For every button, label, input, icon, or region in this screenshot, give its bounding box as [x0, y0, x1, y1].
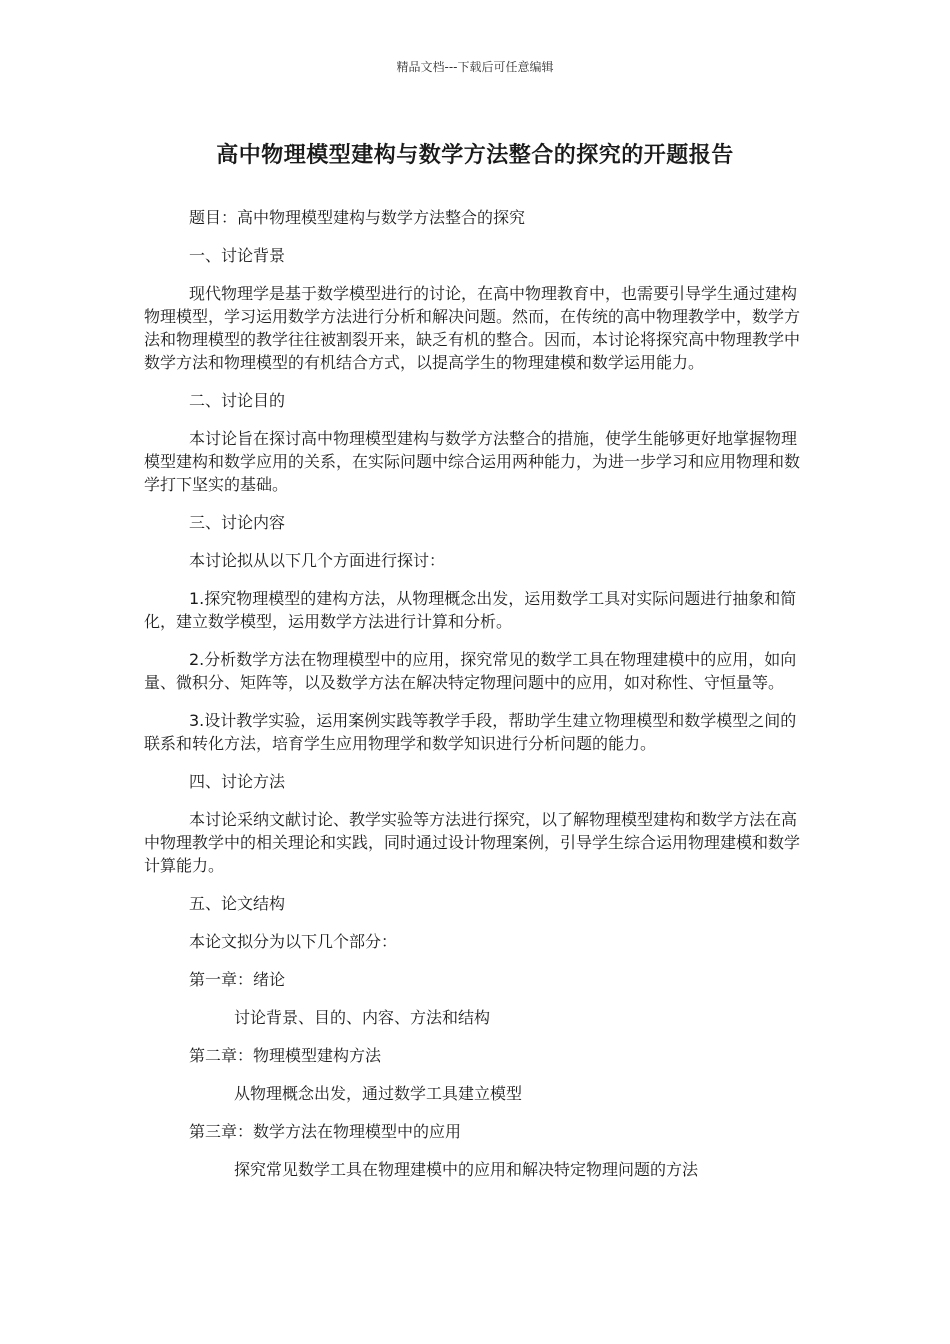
content-intro: 本讨论拟从以下几个方面进行探讨： — [189, 551, 446, 570]
background-paragraph: 现代物理学是基于数学模型进行的讨论，在高中物理教育中，也需要引导学生通过建构物理模型，学习运用数学方法进行分析和解决问题。然而，在传统的高中物理教学中，数学方法和物理模型的教学往往被割裂开来，缺乏有机的整合。因而，本讨论将探究高中物理教学中数学方法和物理模型的有机结合方式，以提高学生的物理建模和数学运用能力。 — [144, 284, 801, 372]
section-heading-structure: 五、论文结构 — [189, 894, 286, 913]
content-item: 1.探究物理模型的建构方法，从物理概念出发，运用数学工具对实际问题进行抽象和简化，建立数学模型，运用数学方法进行计算和分析。 — [144, 589, 797, 631]
chapter-title: 第一章：绪论 — [189, 970, 286, 989]
method-paragraph: 本讨论采纳文献讨论、教学实验等方法进行探究，以了解物理模型建构和数学方法在高中物理教学中的相关理论和实践，同时通过设计物理案例，引导学生综合运用物理建模和数学计算能力。 — [144, 810, 801, 875]
purpose-paragraph: 本讨论旨在探讨高中物理模型建构与数学方法整合的措施，使学生能够更好地掌握物理模型建构和数学应用的关系，在实际问题中综合运用两种能力，为进一步学习和应用物理和数学打下坚实的基础。 — [144, 429, 801, 494]
section-heading-background: 一、讨论背景 — [189, 246, 286, 265]
document-title: 高中物理模型建构与数学方法整合的探究的开题报告 — [216, 143, 734, 168]
topic-line: 题目：高中物理模型建构与数学方法整合的探究 — [189, 208, 526, 227]
page-header: 精品文档---下载后可任意编辑 — [396, 60, 554, 74]
section-heading-purpose: 二、讨论目的 — [189, 391, 286, 410]
chapter-desc: 讨论背景、目的、内容、方法和结构 — [234, 1008, 491, 1027]
content-item: 3.设计教学实验，运用案例实践等教学手段，帮助学生建立物理模型和数学模型之间的联系和转化方法，培育学生应用物理学和数学知识进行分析问题的能力。 — [144, 711, 797, 753]
chapter-desc: 从物理概念出发，通过数学工具建立模型 — [234, 1084, 523, 1103]
structure-intro: 本论文拟分为以下几个部分： — [189, 932, 398, 951]
chapter-title: 第三章：数学方法在物理模型中的应用 — [189, 1122, 462, 1141]
chapter-desc: 探究常见数学工具在物理建模中的应用和解决特定物理问题的方法 — [234, 1160, 699, 1179]
section-heading-content: 三、讨论内容 — [189, 513, 286, 532]
chapter-title: 第二章：物理模型建构方法 — [189, 1046, 382, 1065]
document-body — [144, 206, 812, 1196]
content-item: 2.分析数学方法在物理模型中的应用，探究常见的数学工具在物理建模中的应用，如向量、微积分、矩阵等，以及数学方法在解决特定物理问题中的应用，如对称性、守恒量等。 — [144, 650, 797, 692]
section-heading-method: 四、讨论方法 — [189, 772, 286, 791]
